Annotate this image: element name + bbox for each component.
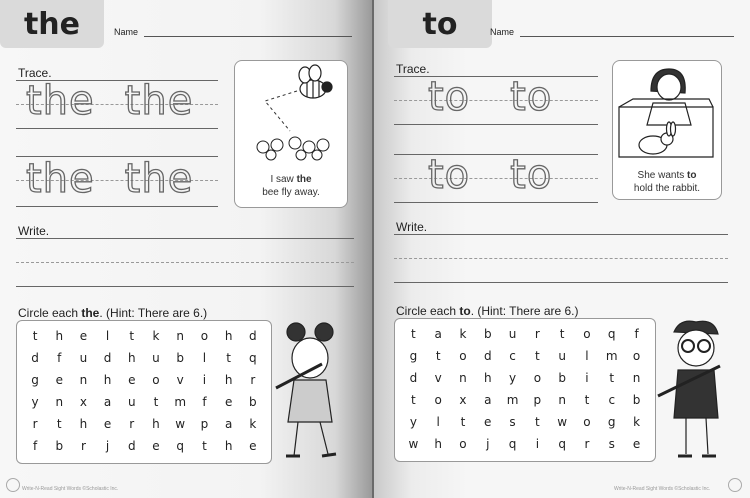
grid-letter[interactable]: e [224,395,233,409]
grid-letter[interactable]: a [224,417,233,431]
trace-rule [16,128,218,129]
write-rule [394,234,728,235]
grid-letter[interactable]: w [557,415,568,429]
grid-letter[interactable]: n [176,329,185,343]
grid-letter[interactable]: t [411,327,416,341]
grid-letter[interactable]: q [249,351,257,365]
instruction-bold-word: the [81,306,100,320]
grid-letter[interactable]: r [32,417,38,431]
grid-letter[interactable]: k [249,417,257,431]
grid-letter[interactable]: h [224,329,233,343]
grid-letter[interactable]: x [459,393,467,407]
grid-row [401,345,649,367]
grid-letter[interactable]: e [249,439,257,453]
grid-letter[interactable]: t [411,393,416,407]
grid-letter[interactable]: x [79,395,87,409]
left-page [0,0,372,498]
caption-text: hold the rabbit. [633,183,701,194]
page-footer: Write-N-Read Sight Words ©Scholastic Inc. [614,486,711,492]
picture-caption [235,173,347,199]
publisher-icon [728,478,742,492]
write-midline [394,258,728,259]
name-field[interactable] [114,27,352,37]
grid-letter[interactable]: d [409,371,418,385]
grid-letter[interactable]: j [486,437,490,451]
grid-letter[interactable]: p [533,393,542,407]
grid-letter[interactable]: u [79,351,88,365]
grid-letter[interactable]: f [202,395,207,409]
trace-row-2 [26,156,193,202]
grid-letter[interactable]: o [583,327,591,341]
circle-instruction [18,306,207,320]
grid-letter[interactable]: t [202,439,207,453]
grid-letter[interactable]: t [153,395,159,409]
page-footer: Write-N-Read Sight Words ©Scholastic Inc. [22,486,119,492]
instruction-text: . (Hint: There are 6.) [99,306,208,320]
grid-letter[interactable]: h [434,437,442,451]
trace-row-1 [428,74,552,120]
grid-letter[interactable]: s [608,437,615,451]
trace-row-2 [428,152,552,198]
caption-text: I saw [270,174,297,185]
grid-letter[interactable]: a [434,327,442,341]
grid-letter[interactable]: h [79,417,88,431]
grid-letter[interactable]: o [459,349,467,363]
trace-word[interactable]: to [510,152,553,198]
trace-rule [394,124,598,125]
name-label: Name [490,27,515,37]
grid-letter[interactable]: r [250,373,256,387]
grid-letter[interactable]: r [80,439,86,453]
trace-word[interactable]: to [428,74,471,120]
grid-letter[interactable]: r [534,327,540,341]
grid-letter[interactable]: h [127,351,136,365]
write-rule [16,238,354,239]
grid-letter[interactable]: q [607,327,616,341]
grid-letter[interactable]: b [632,393,641,407]
grid-row [401,323,649,345]
girl-rabbit-illustration [613,61,721,165]
grid-letter[interactable]: o [152,373,160,387]
grid-letter[interactable]: e [55,373,63,387]
grid-letter[interactable]: h [224,373,233,387]
grid-letter[interactable]: t [435,349,441,363]
grid-letter[interactable]: y [409,415,417,429]
grid-row [401,389,649,411]
trace-rule [16,206,218,207]
grid-letter[interactable]: l [202,351,207,365]
picture-caption [613,169,721,195]
instruction-text: Circle each [18,306,82,320]
grid-letter[interactable]: u [508,327,517,341]
trace-word[interactable]: the [124,78,194,124]
grid-letter[interactable]: i [202,373,207,387]
grid-letter[interactable]: c [509,349,516,363]
grid-letter[interactable]: u [127,395,136,409]
grid-letter[interactable]: r [584,437,590,451]
grid-letter[interactable]: i [535,437,540,451]
sight-word-title: to [388,0,492,48]
instruction-text: . (Hint: There are 6.) [470,304,579,318]
caption-bold-word: the [296,174,312,185]
grid-letter[interactable]: g [31,373,39,387]
trace-word[interactable]: to [510,74,553,120]
grid-letter[interactable]: a [103,395,112,409]
grid-letter[interactable]: s [509,415,516,429]
sight-word-title: the [0,0,104,48]
grid-letter[interactable]: d [103,351,112,365]
boy-with-pencil-illustration [656,318,736,466]
grid-row [401,367,649,389]
grid-letter[interactable]: h [55,329,64,343]
grid-row [23,369,265,391]
grid-letter[interactable]: d [249,329,257,343]
grid-letter[interactable]: e [484,415,492,429]
trace-label: Trace. [396,62,430,76]
grid-letter[interactable]: h [103,373,112,387]
grid-row [23,413,265,435]
trace-word[interactable]: the [26,156,95,202]
grid-letter[interactable]: h [224,439,233,453]
instruction-text: Circle each [396,304,460,318]
grid-letter[interactable]: q [508,437,517,451]
rabbit-icon [639,122,676,154]
grid-row [23,347,265,369]
grid-letter[interactable]: d [127,439,136,453]
grid-letter[interactable]: q [176,439,185,453]
grid-letter[interactable]: t [226,351,231,365]
grid-letter[interactable]: e [79,329,88,343]
word-search-grid [394,318,656,462]
grid-letter[interactable]: n [55,395,64,409]
write-label: Write. [18,224,50,238]
grid-letter[interactable]: c [608,393,616,407]
grid-letter[interactable]: t [32,329,38,343]
grid-letter[interactable]: o [200,329,209,343]
grid-letter[interactable]: w [408,437,419,451]
picture-box [234,60,348,208]
write-line[interactable] [16,286,354,287]
grid-letter[interactable]: o [459,437,467,451]
grid-letter[interactable]: n [459,371,467,385]
grid-letter[interactable]: b [483,327,492,341]
picture-box [612,60,722,200]
grid-letter[interactable]: o [533,371,542,385]
grid-letter[interactable]: o [632,349,641,363]
caption-bold-word: to [687,170,697,181]
grid-letter[interactable]: t [584,393,590,407]
grid-letter[interactable]: b [249,395,257,409]
caption-text: She wants [637,170,688,181]
grid-letter[interactable]: j [105,439,110,453]
grid-row [23,325,265,347]
grid-letter[interactable]: y [509,371,517,385]
grid-letter[interactable]: t [535,349,540,363]
grid-letter[interactable]: m [174,395,187,409]
grid-letter[interactable]: v [176,373,184,387]
grid-letter[interactable]: f [634,327,639,341]
grid-letter[interactable]: h [152,417,160,431]
grid-letter[interactable]: e [632,437,641,451]
grid-letter[interactable]: t [56,417,62,431]
grid-letter[interactable]: q [558,437,566,451]
trace-word[interactable]: to [428,152,471,198]
grid-letter[interactable]: t [129,329,135,343]
trace-row-1 [26,78,193,124]
grid-letter[interactable]: n [79,373,88,387]
grid-letter[interactable]: u [558,349,566,363]
grid-letter[interactable]: d [31,351,39,365]
grid-letter[interactable]: b [558,371,566,385]
grid-letter[interactable]: n [632,371,641,385]
write-label: Write. [396,220,428,234]
grid-letter[interactable]: l [585,349,589,363]
grid-letter[interactable]: e [128,373,136,387]
grid-letter[interactable]: m [605,349,618,363]
publisher-icon [6,478,20,492]
grid-letter[interactable]: k [459,327,467,341]
grid-letter[interactable]: f [57,351,62,365]
grid-letter[interactable]: t [460,415,466,429]
grid-letter[interactable]: e [152,439,160,453]
grid-letter[interactable]: t [535,415,540,429]
grid-letter[interactable]: o [434,393,442,407]
trace-word[interactable]: the [26,78,95,124]
grid-letter[interactable]: k [633,415,641,429]
grid-letter[interactable]: t [559,327,565,341]
bee-icon [299,65,332,98]
grid-letter[interactable]: l [436,415,440,429]
grid-letter[interactable]: a [484,393,492,407]
grid-letter[interactable]: p [200,417,209,431]
name-field[interactable] [490,27,734,37]
name-line[interactable] [144,28,352,37]
grid-letter[interactable]: r [129,417,135,431]
grid-letter[interactable]: t [609,371,615,385]
grid-letter[interactable]: u [152,351,160,365]
grid-letter[interactable]: k [152,329,160,343]
trace-word[interactable]: the [124,156,194,202]
grid-letter[interactable]: l [105,329,110,343]
grid-letter[interactable]: b [55,439,64,453]
grid-letter[interactable]: n [558,393,566,407]
grid-letter[interactable]: f [32,439,38,453]
circle-instruction [396,304,579,318]
name-label: Name [114,27,139,37]
name-line[interactable] [520,28,734,37]
grid-letter[interactable]: o [583,415,591,429]
girl-with-pencil-illustration [272,318,344,466]
grid-row [401,411,649,433]
caption-text: bee fly away. [262,187,320,198]
write-midline [16,262,354,263]
grid-letter[interactable]: g [409,349,418,363]
instruction-bold-word: to [459,304,471,318]
word-search-grid [16,320,272,464]
bee-flowers-illustration [235,61,347,171]
grid-letter[interactable]: e [103,417,112,431]
grid-letter[interactable]: h [483,371,492,385]
grid-letter[interactable]: d [483,349,492,363]
flowers-icon [257,137,329,160]
grid-letter[interactable]: v [434,371,442,385]
grid-row [23,435,265,457]
grid-letter[interactable]: w [175,417,186,431]
trace-label: Trace. [18,66,52,80]
grid-row [401,433,649,455]
write-line[interactable] [394,282,728,283]
grid-letter[interactable]: g [607,415,616,429]
trace-rule [394,202,598,203]
grid-letter[interactable]: b [176,351,185,365]
grid-letter[interactable]: y [31,395,39,409]
right-page [374,0,750,498]
grid-letter[interactable]: m [506,393,519,407]
grid-letter[interactable]: i [585,371,589,385]
grid-row [23,391,265,413]
